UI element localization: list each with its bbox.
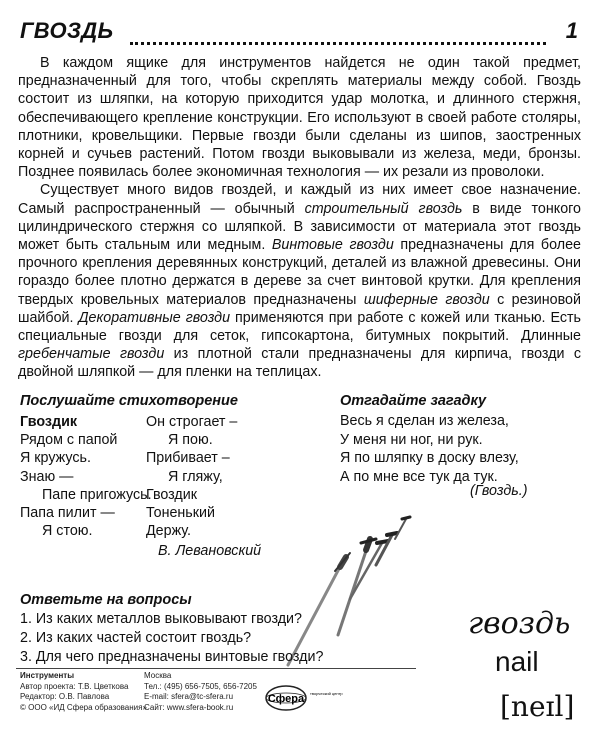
text-span: Существует много видов гвоздей, и каждый из них имеет свое назначение. Самый распространенный — обычный xyxy=(18,182,581,217)
dot-leader xyxy=(130,42,546,45)
text-span: из плотной стали предназначены для кирпича, гвозди с двойной шляпкой — для пленки на теплицах. xyxy=(18,346,581,381)
poem-line: Папе пригожусь. xyxy=(42,486,152,503)
footer xyxy=(16,668,416,749)
emphasis: строительный гвоздь xyxy=(304,200,463,217)
riddle-answer: (Гвоздь.) xyxy=(470,483,528,499)
text-span: применяются при работе с кожей или тканью. Есть специальные гвозди для сеток, гипсокартона, битумных покрытий. Длинные xyxy=(18,309,582,345)
question-item: 3. Для чего предназначены винтовые гвозди? xyxy=(20,649,324,665)
footer-email: E-mail: sfera@tc-sfera.ru xyxy=(144,692,234,702)
footer-contacts xyxy=(144,671,257,713)
poem-line: Я пою. xyxy=(168,432,213,449)
logo-text: Сфера xyxy=(267,693,305,705)
word-cyrillic: гвоздь xyxy=(468,606,571,641)
poem-line: Он строгает – xyxy=(146,414,238,430)
word-transcription: [neɪl] xyxy=(500,690,575,723)
footer-city: Москва xyxy=(144,671,172,680)
poem-line: Держу. xyxy=(146,523,191,540)
emphasis: Декоративные гвозди xyxy=(78,309,231,326)
poem-col-1 xyxy=(20,413,152,540)
emphasis: Винтовые гвозди xyxy=(271,237,394,254)
poem-heading: Послушайте стихотворение xyxy=(20,393,238,409)
questions-heading: Ответьте на вопросы xyxy=(20,592,192,608)
text-span: с резиновой шайбой. xyxy=(18,291,581,326)
riddle-heading: Отгадайте загадку xyxy=(340,393,487,409)
riddle-line: У меня ни ног, ни рук. xyxy=(340,431,483,448)
question-item: 2. Из каких частей состоит гвоздь? xyxy=(20,630,252,646)
riddle-line: Я по шляпку в доску влезу, xyxy=(340,450,519,467)
poem-line: Рядом с папой xyxy=(20,432,118,449)
poem-line: Тоненький xyxy=(146,505,215,522)
footer-copyright: © ООО «ИД Сфера образования» xyxy=(20,702,147,712)
poem-line: Знаю — xyxy=(20,468,74,485)
main-text xyxy=(18,54,581,382)
paragraph-1: В каждом ящике для инструментов найдется не один такой предмет, предназначенный для того, чтобы скреплять материалы между собой. Гвоздь состоит из шляпки, на которую приходится удар молотка, и длинного стержня, обеспечивающего крепление конструкции. Его используют в своей работе столяры, плотники, кровельщики. Первые гвозди были сделаны из шипов, заостренных корней и сучьев растений. Потом гвозди выковывали из железа, меди, бронзы. Позднее появилась более экономичная технология — их резали из проволоки. xyxy=(18,55,581,181)
poem-line: Я гляжу, xyxy=(168,468,223,485)
poem-col-2 xyxy=(146,413,237,540)
page-header xyxy=(20,18,582,48)
publisher-logo xyxy=(264,683,356,713)
text-span: в виде тонкого цилиндрического стержня со шляпкой. В зависимости от материала этот гвоздь может быть стальным или медным. xyxy=(18,200,581,254)
word-english: nail xyxy=(495,646,539,677)
poem-title: Гвоздик xyxy=(20,414,78,430)
question-item: 1. Из каких металлов выковывают гвозди? xyxy=(20,611,302,627)
nail-image xyxy=(395,517,410,539)
footer-series: Инструменты xyxy=(20,671,75,680)
poem-author: В. Левановский xyxy=(158,543,262,559)
poem-line: Я кружусь. xyxy=(20,450,91,467)
paragraph-2 xyxy=(18,181,581,381)
footer-credits xyxy=(20,671,147,713)
poem-line: Гвоздик xyxy=(146,486,197,503)
emphasis: шиферные гвозди xyxy=(363,291,490,308)
text-span: предназначены для более прочного крепления деревянных конструкций, деталей из влажной древесины. Они гораздо более плотно держатся в дереве за счет винтовой крутки. Для крепления твердых кровельных материалов предназначены xyxy=(18,237,581,308)
logo-subtitle: творческий центр xyxy=(310,691,343,696)
poem-line: Прибивает – xyxy=(146,450,230,467)
footer-phone: Тел.: (495) 656-7505, 656-7205 xyxy=(144,681,257,691)
page-title: ГВОЗДЬ xyxy=(20,18,114,43)
footer-site: Сайт: www.sfera-book.ru xyxy=(144,702,234,712)
footer-author: Автор проекта: Т.В. Цветкова xyxy=(20,681,129,691)
poem-line: Папа пилит — xyxy=(20,505,115,522)
riddle-text xyxy=(340,412,519,486)
questions-block xyxy=(20,591,323,667)
poem-line: Я стою. xyxy=(42,523,93,540)
emphasis: гребенчатые гвозди xyxy=(18,346,165,363)
footer-editor: Редактор: О.В. Павлова xyxy=(20,692,110,702)
riddle-line: Весь я сделан из железа, xyxy=(340,413,509,429)
riddle-line: А по мне все тук да тук. xyxy=(340,468,498,485)
page-number: 1 xyxy=(565,18,578,43)
